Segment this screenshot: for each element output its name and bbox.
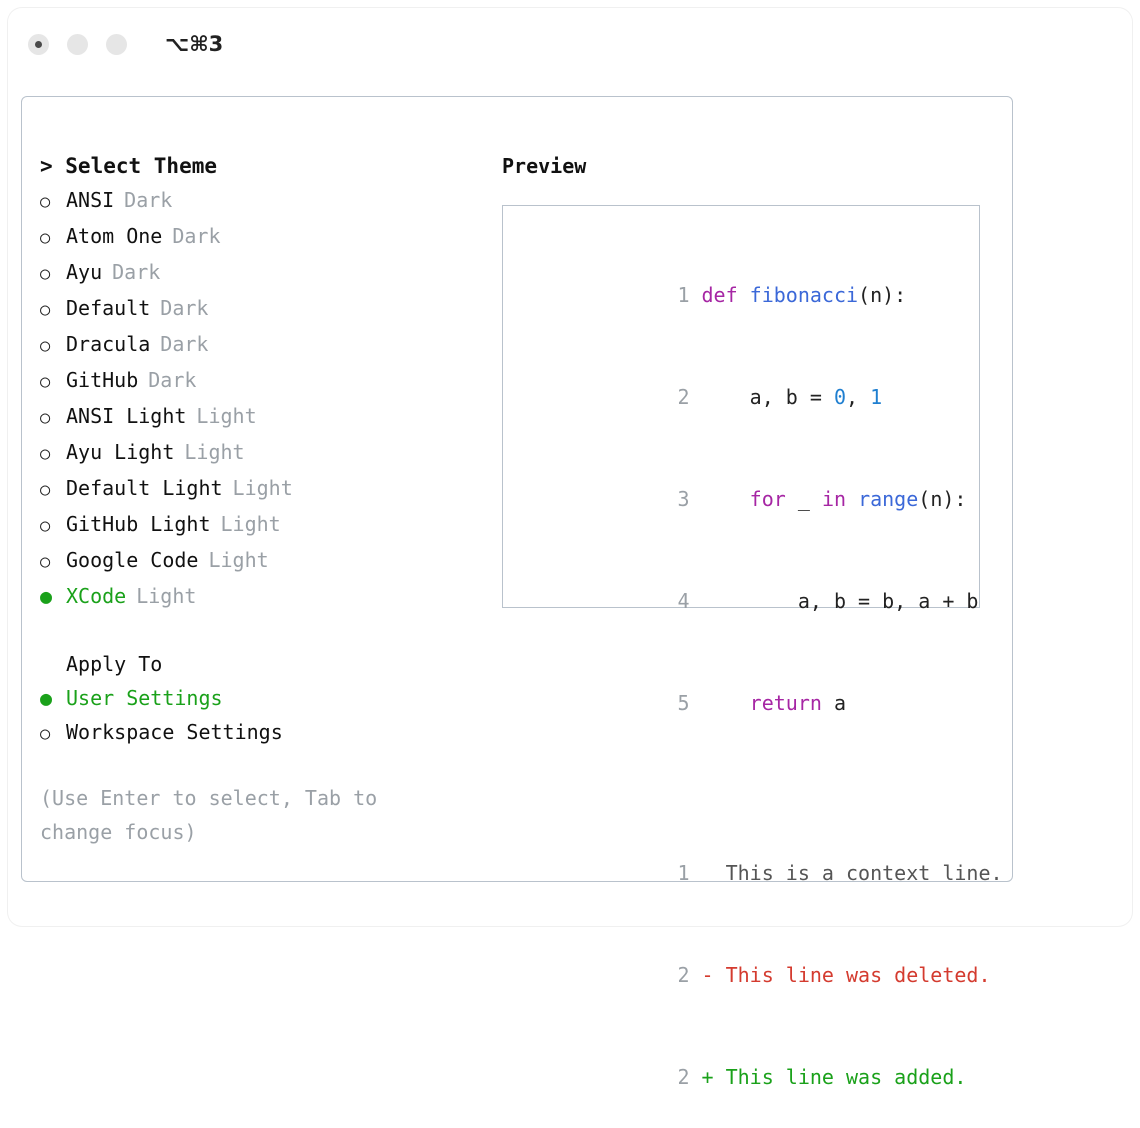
theme-list-item[interactable] [40, 471, 480, 507]
radio-icon[interactable]: ○ [40, 552, 51, 572]
preview-heading: Preview [502, 154, 587, 178]
code-token: in [821, 487, 859, 511]
theme-name: ANSI [66, 188, 115, 212]
theme-variant: Dark [148, 368, 197, 392]
code-line [523, 550, 979, 652]
line-number: 1 [677, 861, 690, 885]
select-theme-heading: > Select Theme [40, 154, 218, 178]
code-token: range [858, 487, 919, 511]
theme-list-item[interactable] [40, 363, 480, 399]
theme-name: XCode [66, 584, 127, 608]
theme-list[interactable] [40, 183, 480, 613]
code-token: return [749, 691, 834, 715]
radio-icon[interactable]: ○ [40, 444, 51, 464]
code-line [523, 448, 967, 550]
theme-name: Dracula [66, 332, 151, 356]
radio-icon[interactable]: ○ [40, 724, 51, 744]
theme-variant: Light [196, 404, 257, 428]
apply-to-label: User Settings [66, 686, 223, 710]
theme-list-item[interactable] [40, 291, 480, 327]
window-controls[interactable] [28, 34, 127, 55]
theme-variant: Light [232, 476, 293, 500]
code-token: (n): [858, 283, 907, 307]
apply-to-heading: Apply To [66, 652, 163, 676]
radio-icon[interactable]: ○ [40, 228, 51, 248]
code-token: (n): [918, 487, 967, 511]
theme-variant: Light [184, 440, 245, 464]
theme-list-item[interactable] [40, 255, 480, 291]
code-line [523, 346, 959, 448]
radio-icon[interactable]: ○ [40, 480, 51, 500]
theme-variant: Light [220, 512, 281, 536]
line-number: 5 [677, 691, 690, 715]
keyboard-hint-text: (Use Enter to select, Tab to change focus) [40, 786, 390, 844]
theme-variant: Light [136, 584, 197, 608]
line-number: 3 [677, 487, 690, 511]
theme-list-item[interactable] [40, 183, 480, 219]
radio-icon[interactable]: ○ [40, 300, 51, 320]
line-number: 2 [677, 963, 690, 987]
diff-line-context [523, 822, 1003, 924]
preview-column [502, 149, 1003, 1089]
window-dot-1-icon[interactable] [28, 34, 49, 55]
theme-name: GitHub [66, 368, 139, 392]
code-token: for [749, 487, 798, 511]
radio-icon[interactable]: ○ [40, 372, 51, 392]
apply-to-item-user-settings[interactable] [40, 681, 480, 715]
theme-list-item[interactable] [40, 435, 480, 471]
code-line [523, 652, 959, 754]
theme-name: Default Light [66, 476, 223, 500]
code-token [702, 487, 750, 511]
code-token [702, 691, 750, 715]
code-token: def [701, 283, 750, 307]
theme-name: Google Code [66, 548, 199, 572]
code-token: fibonacci [749, 283, 859, 307]
radio-icon-selected[interactable]: ● [40, 686, 53, 710]
code-token: , [846, 385, 871, 409]
diff-text: This is a context line. [713, 861, 1003, 885]
code-token: a, b = [701, 385, 834, 409]
apply-to-list[interactable] [40, 681, 480, 751]
diff-text: This line was deleted. [713, 963, 991, 987]
theme-list-item[interactable] [40, 543, 480, 579]
diff-text: This line was added. [713, 1065, 967, 1089]
theme-variant: Dark [172, 224, 221, 248]
radio-icon[interactable]: ○ [40, 408, 51, 428]
code-token: a, b = b, a + b [701, 589, 979, 613]
diff-sign: - [701, 963, 714, 987]
apply-to-item-workspace-settings[interactable] [40, 715, 480, 751]
theme-list-item[interactable] [40, 219, 480, 255]
theme-dialog-panel [21, 96, 1013, 1089]
line-number: 1 [677, 283, 690, 307]
window-dot-3-icon[interactable] [106, 34, 127, 55]
line-number: 2 [677, 1065, 690, 1089]
theme-selection-column [40, 149, 480, 849]
radio-icon-selected[interactable]: ● [40, 584, 53, 608]
radio-icon[interactable]: ○ [40, 336, 51, 356]
diff-sign: + [701, 1065, 714, 1089]
spacer [523, 754, 959, 788]
code-token: 0 [833, 385, 846, 409]
theme-name: ANSI Light [66, 404, 187, 428]
theme-name: Ayu [66, 260, 103, 284]
theme-list-item[interactable] [40, 327, 480, 363]
theme-name: GitHub Light [66, 512, 211, 536]
diff-sign [702, 861, 714, 885]
apply-to-label: Workspace Settings [66, 720, 283, 744]
theme-variant: Light [208, 548, 269, 572]
radio-icon[interactable]: ○ [40, 264, 51, 284]
spacer [40, 613, 480, 647]
code-token: 1 [870, 385, 883, 409]
theme-list-item[interactable] [40, 399, 480, 435]
code-token: a [833, 691, 847, 715]
code-token: _ [797, 487, 822, 511]
theme-name: Default [66, 296, 151, 320]
theme-list-item[interactable] [40, 507, 480, 543]
spacer [523, 788, 959, 822]
title-bar [8, 8, 1132, 80]
diff-line-added [523, 1026, 967, 1128]
preview-box [502, 205, 1003, 1089]
theme-variant: Dark [112, 260, 161, 284]
radio-icon[interactable]: ○ [40, 192, 51, 212]
code-line [523, 244, 959, 346]
keyboard-shortcut-label: ⌥⌘3 [165, 32, 224, 56]
line-number: 2 [677, 385, 690, 409]
app-window [8, 8, 1132, 1089]
diff-line-deleted [523, 924, 991, 1026]
theme-variant: Dark [160, 332, 209, 356]
line-number: 4 [677, 589, 690, 613]
theme-list-item-selected[interactable] [40, 579, 480, 613]
theme-name: Ayu Light [66, 440, 175, 464]
window-dot-2-icon[interactable] [67, 34, 88, 55]
radio-icon[interactable]: ○ [40, 516, 51, 536]
theme-name: Atom One [66, 224, 163, 248]
theme-variant: Dark [124, 188, 173, 212]
theme-variant: Dark [160, 296, 209, 320]
